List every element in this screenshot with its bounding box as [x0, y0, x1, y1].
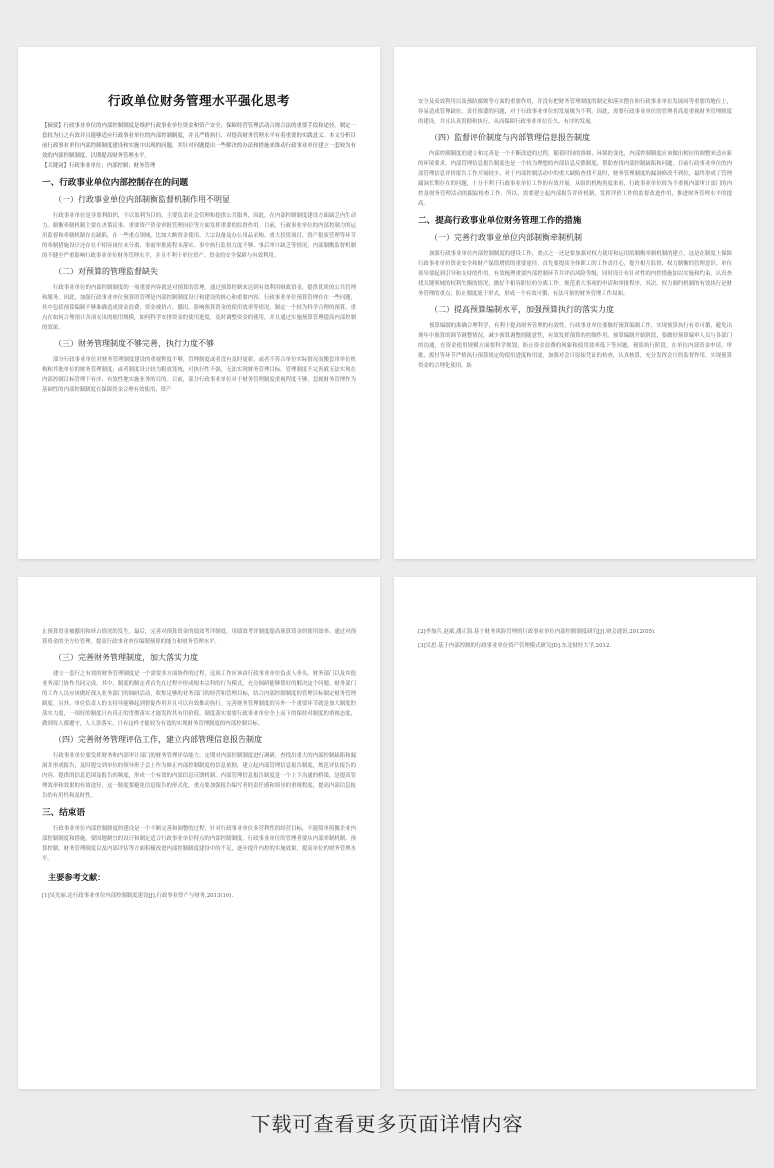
download-more-notice[interactable]: 下载可查看更多页面详情内容 — [250, 1112, 524, 1136]
document-page-4 — [394, 577, 756, 1089]
document-page-3 — [18, 577, 380, 1089]
document-title: 行政单位财务管理水平强化思考 — [107, 93, 290, 108]
section-heading: 三、结束语 — [42, 808, 85, 818]
subsection-heading: （二）对预算的管理监督缺失 — [54, 267, 158, 276]
subsection-heading: （一）完善行政事业单位内部制衡牵制机制 — [430, 233, 582, 242]
document-page-2 — [394, 47, 756, 559]
document-page-1 — [18, 47, 380, 559]
paragraph: 加强行政事业单位内部控制制度的建设工作，重点之一还是要加强对权力使用和运用的制衡牵制机制的建立，这是在制度上保障行政事业单位资金安全和财产保值增值的重要途径。首先要提高全体职工的工作责任心，提升相互监督、权力制衡的管理意识。单位领导要起到引导和支持的作用，有效梳理重要内部控制环节并评估风险等级，同时设计有针对性的内控措施加以实施和约束，认真查找关键领域的权利失衡的情况，做好不相容职位的分离工作。规范重大事项的申请和审批程序，其次，权力制约机制的有效执行是财务管理的重点，防止制度流于形式，形成一个有效可循、有法可依的财务管理工作局面。 — [418, 251, 732, 297]
keywords: 【关键词】行政事业单位；内部控制；财务管理 — [42, 163, 156, 169]
reference-item: [1]吴光丽.论行政事业单位内部控制制度建设[J].行政事业资产与财务,2013(10). — [42, 893, 234, 899]
paragraph: 行政事业单位的内部控制制度的一项重要内容就是对预算的管理。通过预算控制来达到有效利用财政资金，提供优质的公共管理和服务。因此，加强行政事业单位预算的管理是内部控制制度设计和建设的核心和重要内容。行政事业单位预算管理存在一些问题，其中包括预算编制不够准确造成资金浪费，资金被挤占、挪用，影响预算资金的使用效率等情况。制定一个较为科学合理的预算，重点在如何合理预计各项支出的使用规模，如何科学安排资金的使用进度，及时调整资金的使用，并且通过实施预算管理提高内部控制的效果。 — [42, 285, 356, 331]
reference-item: [2]李加兵,赵斌,潘正海.基于财务风险管理的行政事业单位内部控制制度研究[J].财会通讯,2012(05). — [418, 629, 656, 635]
section-heading: 二、提高行政事业单位财务管理工作的措施 — [418, 216, 582, 226]
paragraph: 预算编制的准确合理科学，有利于提高财务管理的有效性，行政事业单位要做好预算编制工作，实现预算执行有章可循，避免出现年中预算的调节调整情况，减少预算调整的随意性，有效发挥预算的控制作用。预算编制开始阶段，要做好预算编审人员与各部门的沟通，在资金使用规模方面要科学规划，防止资金浪费的现象和使用效率低下等问题。预算执行阶段，在单位内部资金申请、审批、拨付等环节严格执行预算规定的使用进度和用途，加强对会计原始凭证的检查，认真核算，充分发挥会计的监督作用，实现预算资金的合理化使用，防 — [418, 323, 732, 369]
paragraph: 建立一套行之有效的财务管理制度是一个需要多方面协作的过程，这项工作应该由行政事业单位负责人牵头，财务部门以及其他业务部门协作共同完成。其中，制度的制定者首先在过程中形成根本宗科的行为模式，充分调研能够帮好的解决这个问题。财务部门的工作人员应该做好深入业务部门的调研活动，收集足够的业务部门的经营和管理目标，结合内部控制制度的管理目标制定财务管理制度。另外，单位负责人的支持导能够起到督促作用并且可以有效推动执行。完善财务管理制度的另外一个重要环节就是加大制度的落实力度，一项好的制度只有真正的贯彻落实才能发挥其有用价值。制度落实需要行政事业单位全上而下的保持对制度的重视态度，做到每人都遵守，人人讲落实，只有这样才能较为有效的实现财务管理制度的内部控制目标。 — [42, 671, 356, 727]
subsection-heading: （二）提高预算编制水平，加强预算执行的落实力度 — [430, 305, 614, 314]
paragraph: 行政事业单位是非盈利组织，不以盈利为目的，主要负责社会管理和提供公共服务，因此，在内部控制制度建设方面缺乏内生动力。制衡牵制机制主要在决策议事、重要资产资金审批管理岗位等方面发挥重要的监督作用。目前，行政事业单位的内部控制力的运用监督和牵制机制存在缺陷，在一些重点领域，比如大额资金使用、大宗设备及办公用品采购、重大投资项目、资产报废管理等环节的牵制措施设计还存在不相容岗位未分离、事前审批流程未落实、事中执行监督力度不够、事后审计缺乏等情况，内部制衡监督机制的不健全严重影响行政事业单位财务管理水平，并且不利于单位资产、资金的安全保障与有效利用。 — [42, 213, 356, 259]
subsection-heading: （四）监督评价制度与内部管理信息报告制度 — [430, 133, 590, 142]
section-heading: 一、行政事业单位内部控制存在的问题 — [42, 178, 189, 188]
paragraph: 部分行政事业单位对财务管理制度建设的重视程度不够，管理制度或者没有及时更新，或者不符合单位实际情况而搬套用单位机构和其他单位的财务管理制度；或者制度设计较为粗放笼统，可执行性不强，无法实现财务管理目标。管理制度不完善就无法实现在内部控制目标管理下有序、有效性地实施业务的目的。目前，部分行政事业单位对于财务管理制度重视程度不够，忽视财务管理作为基础性的内部控制制度在保障资金合理有效使用、资产 — [42, 357, 356, 393]
paragraph: 安全及高效利用以及预防腐败等方面的重要作用，并没有把财务管理制度的制定和落实摆在和行政事业单位发展同等重要的地位上，容易造成管理缺位、责任推诿的问题，对于行政事业单位的发展极为不利。因此，需要行政事业单位的管理者高度重视财务管理制度的建设，并且认真贯彻和执行，从而保障行政事业单位长久、有序的发展。 — [418, 99, 732, 125]
reference-item: [3]吴思.基于内部控制的行政事业单位资产管理模式研究[D].东北财经大学,2012. — [418, 643, 612, 649]
abstract: 【摘要】行政事业单位的内部控制制度是维护行政事业单位资金和资产安全，保障经营管理活动合规合法的重要手段和途径。制定一套较为行之有效并且能够适应行政事业单位的内部控制制度，并且严格执行，对提高财务管理水平有着重要的实践意义。本文分析目前行政事业单位内部控制制度建设和实施中出现的问题，并针对问题提出一些解决的办法和措施来推动行政事业单位建立一套较为有效的内部控制制度，以期提高财务管理水平。 — [42, 123, 356, 159]
paragraph: 内部控制制度的建立和完善是一个不断改进的过程，随着时间的推移、环境的变化，内部控制制度应该做出相应的调整来适应新的环境要求。内部管理信息报告制度也是一个较为理想的内部信息反馈制度，帮助查找内部控制缺陷和问题。目前行政事业单位的内部管理信息评价报告工作开展较少，对于内部控制活动中的重大缺陷查找不及时，财务管理制度的漏洞修改不到位，最终形成了管理漏洞长期存在的问题，十分不利于行政事业单位工作的有效开展。从组织机构角度来看，行政事业单位较为不重视内部审计部门的内控及财务管理活动的跟踪检查工作，所以，需要建立起内部报告评价机制，发挥评价工作的监督改进作用，推进财务管理水平的提高。 — [418, 151, 732, 207]
subsection-heading: （四）完善财务管理评估工作，建立内部管理信息报告制度 — [54, 735, 262, 744]
subsection-heading: （三）财务管理制度不够完善，执行力度不够 — [54, 339, 214, 348]
subsection-heading: （三）完善财务管理制度，加大落实力度 — [54, 653, 198, 662]
references-heading: 主要参考文献： — [48, 872, 106, 882]
paragraph: 行政事业单位要发挥财务和内部审计部门的财务管理评估能力，定期对内部控制制度进行调研，查找出重大的内部控制缺陷和漏洞并形成报告，及时提交到单位的领导班子会上作为修正内部控制制度的信息依据。建立起内部管理信息报告制度，规范评估报告的内容、提供的信息范围及报告的频度，形成一个有效的内部信息反馈机制。内部管理信息报告制度是一个上下沟通的桥梁，是提高管理效率和效果的有效途径，这一制度要避免信息报告的形式化，重点要加强报告编写者的责任感和领导的重视程度，提高内部信息报告的有用性和及时性。 — [42, 753, 356, 799]
paragraph: 行政事业单位内部控制制度的建设是一个不断完善和调整的过程，针对行政事业单位多营利性的经营目标，不能简单照搬企业内部控制制度和措施，要因地制宜的设计和制定适合行政事业单位特点的内部控制制度。行政事业单位的管理者要从内部牵制机制、预算控制、财务管理制度以及内部评估等方面积极改进内部控制制度建设中的不足，逐步提升内控的实施效果，提高单位的财务管理水平。 — [42, 826, 356, 862]
paragraph: 止预算资金被挪用和挤占情况的发生。最后，完善对预算资金的绩效考评制度，用绩效考评制度提高预算资金的使用效率。通过对预算资金的全方位管理，提高行政事业单位编制预算的能力和财务管理水平。 — [42, 629, 356, 645]
subsection-heading: （一）行政事业单位内部制衡监督机制作用不明显 — [54, 195, 230, 204]
